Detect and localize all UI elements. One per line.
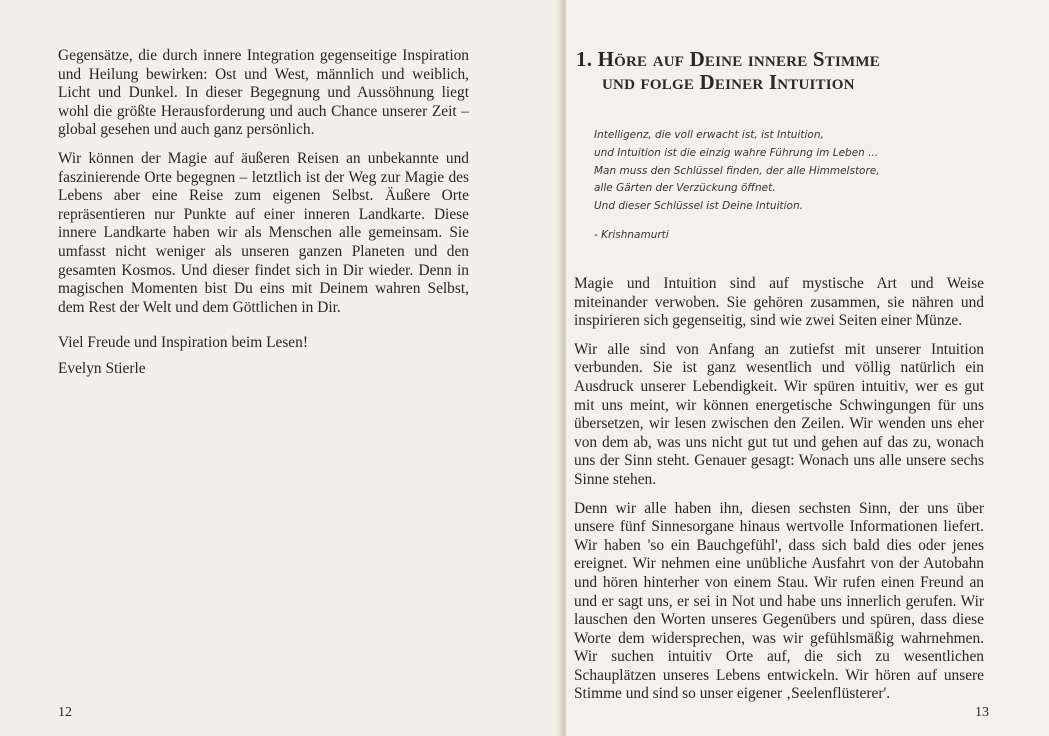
page-number-right: 13	[975, 705, 989, 720]
chapter-heading-line-2: und folge Deiner Intuition	[602, 70, 855, 94]
left-page-text	[58, 47, 469, 379]
epigraph-line: Und dieser Schlüssel ist Deine Intuition.	[594, 200, 803, 213]
left-paragraph-1: Gegensätze, die durch innere Integration gegenseitige Inspiration und Heilung bewirken: Ost und West, männlich und weiblich, Licht und Dunkel. In dieser Begegnung und Aussöhnung liegt wohl die größte Herausforderung und auch Chance unserer Zeit – global gesehen und auch ganz persönlich.	[58, 47, 469, 139]
right-paragraph-2: Wir alle sind von Anfang an zutiefst mit unserer Intuition verbunden. Sie ist ganz wesentlich und völlig natürlich ein Ausdruck unserer Lebendigkeit. Wir spüren intuitiv, wer es gut mit uns meint, wir können energetische Schwingungen für uns übersetzen, wir lesen zwischen den Zeilen. Wir wenden uns eher von dem ab, was uns nicht gut tut und gehen auf das zu, wonach uns der Sinn steht. Genauer gesagt: Wonach uns alle unsere sechs Sinne stehen.	[574, 340, 984, 488]
right-page-text	[574, 275, 984, 704]
left-paragraph-2: Wir können der Magie auf äußeren Reisen an unbekannte und faszinierende Orte begegnen – letztlich ist der Weg zur Magie des Lebens aber eine Reise zum eigenen Selbst. Äußere Orte repräsentieren nur Punkte auf einer inneren Landkarte. Diese innere Landkarte haben wir als Menschen alle gemeinsam. Sie umfasst nicht weniger als unseren ganzen Planeten und den gesamten Kosmos. Und dieser findet sich in Dir wieder. Denn in magischen Momenten bist Du eins mit Deinem wahren Selbst, dem Rest der Welt und dem Göttlichen in Dir.	[58, 149, 469, 316]
right-paragraph-3: Denn wir alle haben ihn, diesen sechsten Sinn, der uns über unsere fünf Sinnesorgane hinaus wertvolle Informationen liefert. Wir haben 'so ein Bauchgefühl', dass sich bald dies oder jenes ereignet. Wir nehmen eine unübliche Ausfahrt von der Autobahn und hören hinterher von einem Stau. Wir rufen einen Freund an und er sagt uns, er sei in Not und habe uns innerlich gerufen. Wir lauschen den Worten unseres Gegenübers und spüren, dass diese Worte dem widersprechen, was wir gefühlsmäßig wahrnehmen. Wir suchen intuitiv Orte auf, die sich zu wesentlichen Schauplätzen unseres Lebens entwickeln. Wir hören auf unsere Stimme und sind so unser eigener ‚Seelenflüsterer'.	[574, 499, 984, 703]
epigraph	[594, 127, 894, 245]
epigraph-line: alle Gärten der Verzückung öffnet.	[594, 182, 776, 195]
epigraph-line: Man muss den Schlüssel finden, der alle Himmelstore,	[594, 164, 880, 177]
right-paragraph-1: Magie und Intuition sind auf mystische Art und Weise miteinander verwoben. Sie gehören zusammen, sie nähren und inspirieren sich gegenseitig, sind wie zwei Seiten einer Münze.	[574, 275, 984, 330]
closing-line: Viel Freude und Inspiration beim Lesen!	[58, 334, 308, 352]
right-page	[566, 0, 1049, 736]
page-number-left: 12	[58, 705, 72, 720]
epigraph-line: und Intuition ist die einzig wahre Führung im Leben ...	[594, 146, 879, 159]
epigraph-author: - Krishnamurti	[594, 228, 669, 241]
chapter-heading	[576, 48, 996, 94]
chapter-heading-line-1: 1. Höre auf Deine innere Stimme	[576, 47, 880, 71]
epigraph-line: Intelligenz, die voll erwacht ist, ist Intuition,	[594, 129, 824, 141]
signature: Evelyn Stierle	[58, 359, 146, 377]
